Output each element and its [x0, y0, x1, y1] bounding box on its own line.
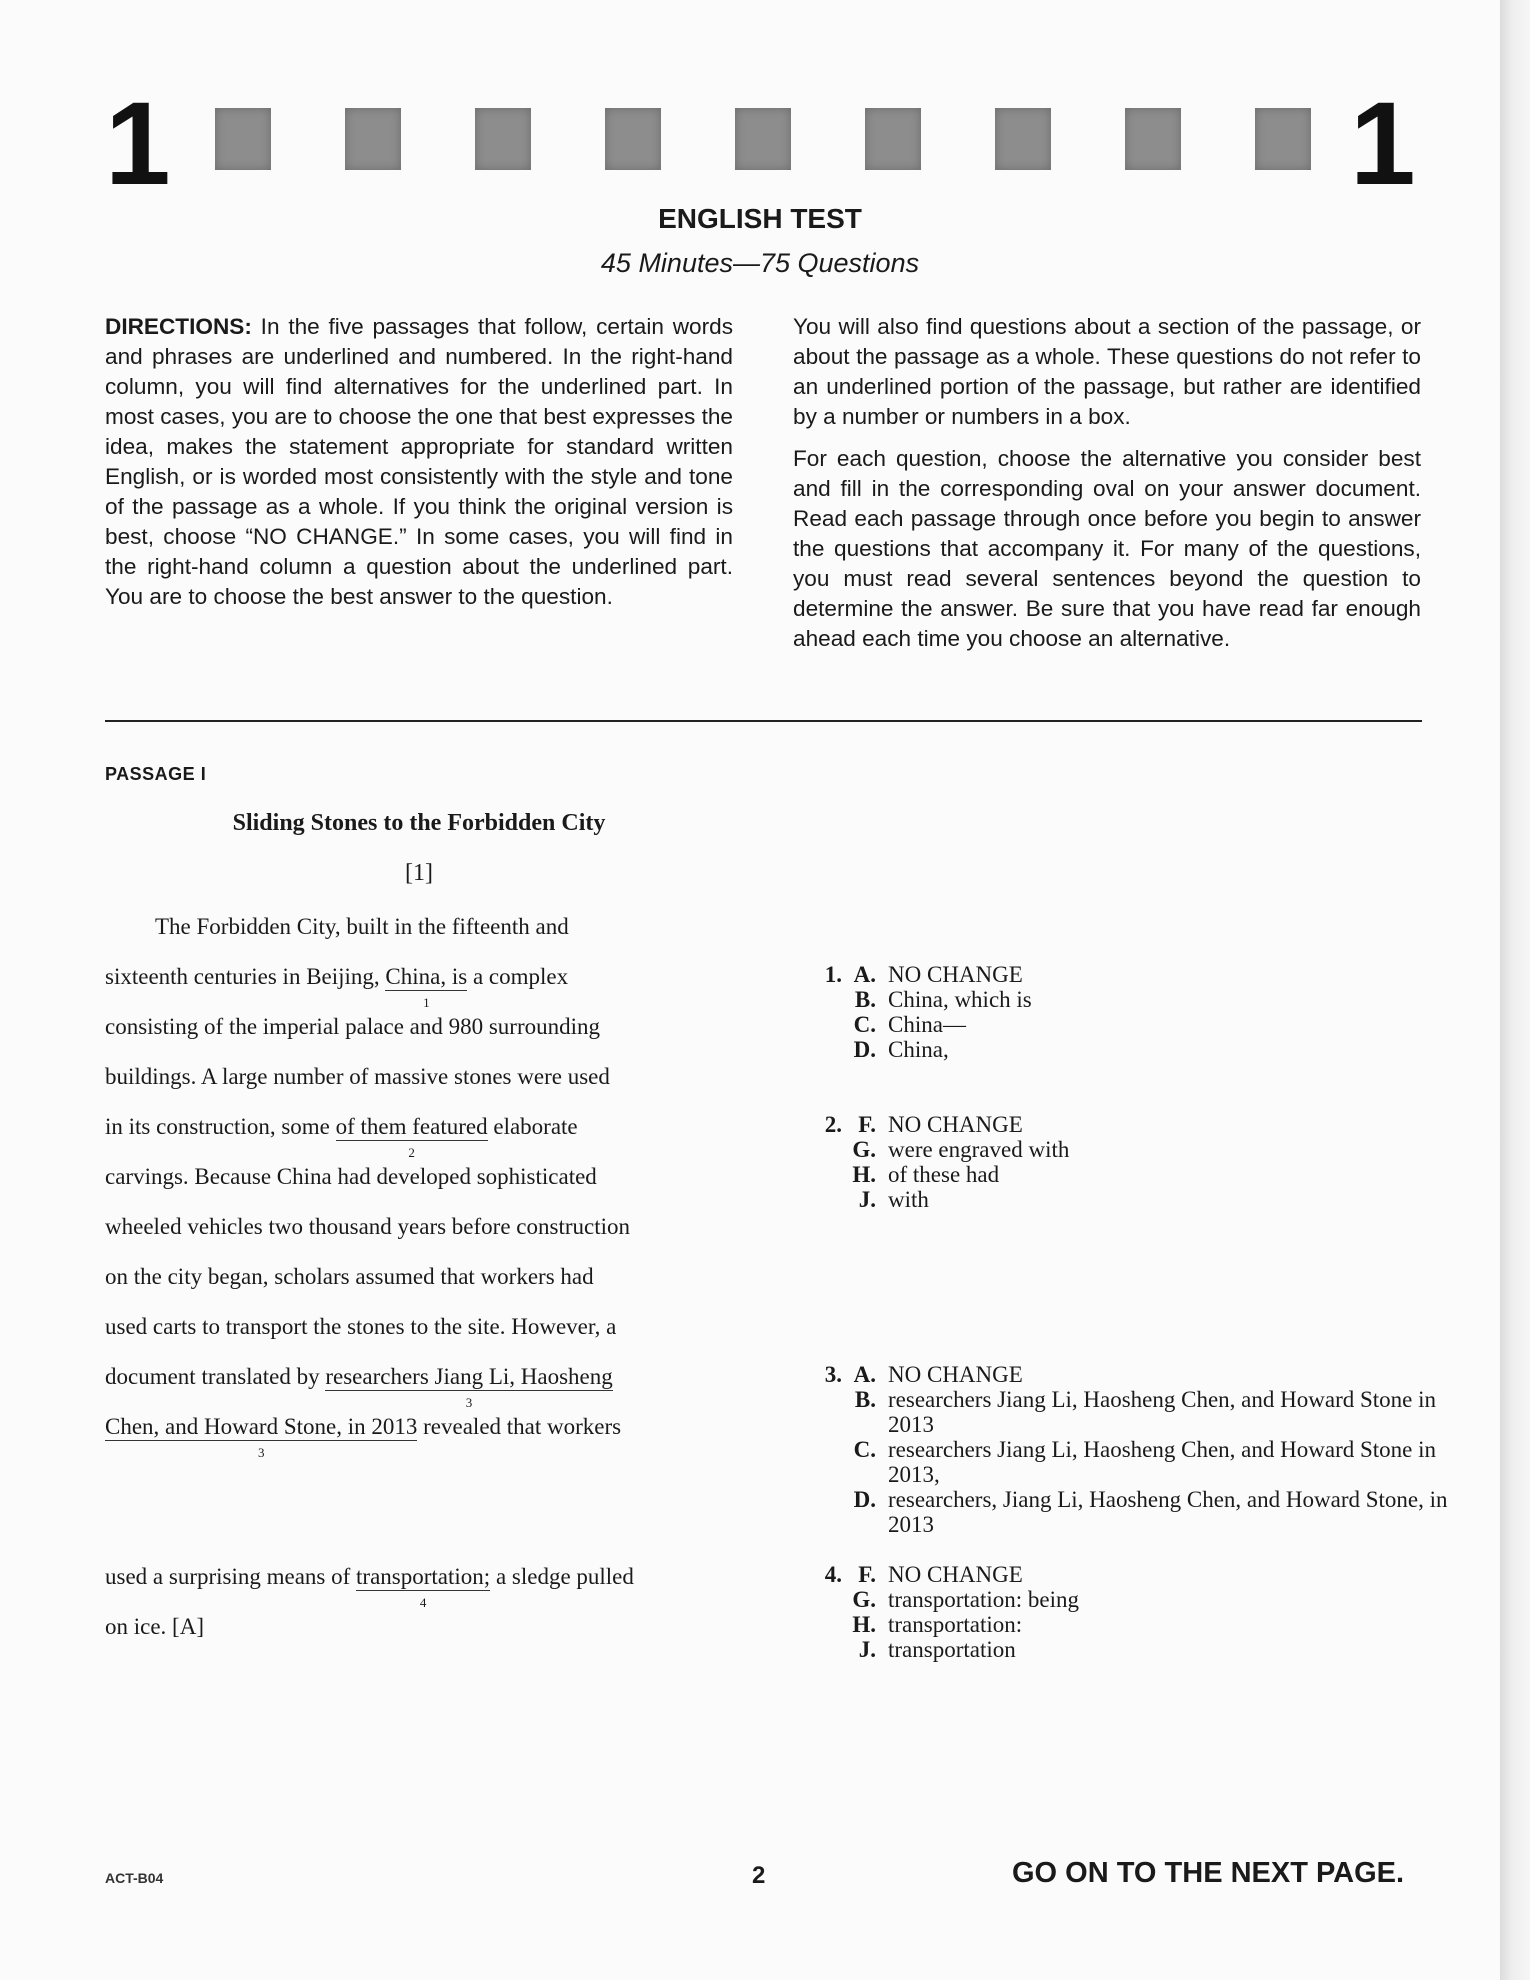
- header-box: [215, 108, 271, 170]
- option-letter[interactable]: H.: [852, 1612, 876, 1637]
- question-number: 4.: [824, 1562, 842, 1587]
- underlined-portion-3[interactable]: [105, 1414, 418, 1460]
- passage-line: consisting of the imperial palace and 980 surrounding: [105, 1014, 601, 1039]
- question-number: 3.: [824, 1362, 842, 1387]
- option-letter[interactable]: C.: [853, 1012, 876, 1037]
- underlined-portion-2[interactable]: [335, 1114, 488, 1160]
- underlined-text: Chen, and Howard Stone, in 2013: [105, 1414, 418, 1439]
- question-marker: 3: [257, 1445, 265, 1460]
- question-number: 2.: [824, 1112, 842, 1137]
- option-text[interactable]: transportation:: [888, 1612, 1023, 1637]
- option-text[interactable]: NO CHANGE: [888, 1112, 1023, 1137]
- passage-text: document translated by: [105, 1364, 320, 1389]
- option-letter[interactable]: A.: [853, 962, 876, 987]
- directions-paragraph: You will also find questions about a section of the passage, or about the passage as a whole. These questions do not refer to an underlined portion of the passage, but rather are identified by a number or numbers in a box.: [793, 314, 1421, 429]
- passage-line: on the city began, scholars assumed that workers had: [105, 1264, 594, 1289]
- question-marker: 3: [465, 1395, 473, 1410]
- option-letter[interactable]: D.: [853, 1037, 876, 1062]
- section-number-right: 1: [1350, 78, 1416, 210]
- passage-text: used a surprising means of: [105, 1564, 351, 1589]
- option-letter[interactable]: G.: [852, 1137, 876, 1162]
- header-box: [735, 108, 791, 170]
- page-number: 2: [752, 1862, 766, 1889]
- underlined-portion-4[interactable]: [356, 1564, 491, 1610]
- passage-line: [105, 964, 569, 1010]
- question-3: [800, 1362, 1448, 1537]
- question-marker: 4: [419, 1595, 427, 1610]
- option-letter[interactable]: J.: [858, 1187, 876, 1212]
- question-marker: 1: [423, 995, 430, 1010]
- passage-line: wheeled vehicles two thousand years before construction: [105, 1214, 630, 1239]
- passage-text: a complex: [472, 964, 569, 989]
- passage-text: revealed that workers: [423, 1414, 622, 1439]
- passage-text: in its construction, some: [105, 1114, 330, 1139]
- section-divider: [105, 720, 1422, 722]
- option-text[interactable]: researchers Jiang Li, Haosheng Chen, and Howard Stone in 2013: [888, 1387, 1437, 1437]
- question-2: [800, 1112, 1448, 1212]
- underlined-portion-1[interactable]: [385, 964, 468, 1010]
- question-4: [800, 1562, 1448, 1662]
- page-edge: [1500, 0, 1530, 1980]
- option-text[interactable]: NO CHANGE: [888, 1562, 1023, 1587]
- header-box: [605, 108, 661, 170]
- option-letter[interactable]: F.: [858, 1112, 876, 1137]
- option-text[interactable]: transportation: being: [888, 1587, 1079, 1612]
- header-box: [1125, 108, 1181, 170]
- directions-text: In the five passages that follow, certain words and phrases are underlined and numbered. In the right-hand column, you will find alternatives for the underlined part. In most cases, you are to choose the one that best expresses the idea, makes the statement appropriate for standard written English, or is worded most consistently with the style and tone of the passage as a whole. If you think the original version is best, choose “NO CHANGE.” In some cases, you will find in the right-hand column a question about the underlined part. You are to choose the best answer to the question.: [105, 314, 733, 609]
- next-page-notice: GO ON TO THE NEXT PAGE.: [1012, 1857, 1405, 1889]
- option-text[interactable]: of these had: [888, 1162, 1000, 1187]
- passage-line: [105, 1364, 613, 1410]
- header-box: [865, 108, 921, 170]
- option-text[interactable]: China,: [888, 1037, 949, 1062]
- option-text[interactable]: researchers, Jiang Li, Haosheng Chen, and Howard Stone, in 2013: [888, 1487, 1448, 1537]
- option-letter[interactable]: A.: [853, 1362, 876, 1387]
- option-text[interactable]: were engraved with: [888, 1137, 1070, 1162]
- option-letter[interactable]: H.: [852, 1162, 876, 1187]
- test-title: ENGLISH TEST: [658, 203, 862, 234]
- passage-line: used carts to transport the stones to the site. However, a: [105, 1314, 617, 1339]
- passage-text: a sledge pulled: [495, 1564, 634, 1589]
- passage-line: carvings. Because China had developed sophisticated: [105, 1164, 597, 1189]
- option-text[interactable]: NO CHANGE: [888, 962, 1023, 987]
- option-letter[interactable]: B.: [854, 1387, 876, 1412]
- option-text[interactable]: NO CHANGE: [888, 1362, 1023, 1387]
- option-letter[interactable]: D.: [853, 1487, 876, 1512]
- option-text[interactable]: researchers Jiang Li, Haosheng Chen, and Howard Stone in 2013,: [888, 1437, 1437, 1487]
- passage-text: sixteenth centuries in Beijing,: [105, 964, 380, 989]
- passage-label: PASSAGE I: [105, 764, 207, 784]
- option-letter[interactable]: B.: [854, 987, 876, 1012]
- passage-line: [105, 1114, 578, 1160]
- passage-title: Sliding Stones to the Forbidden City: [232, 810, 606, 836]
- underlined-portion-3[interactable]: [325, 1364, 613, 1410]
- directions-right: [793, 312, 1421, 666]
- passage-line: on ice. [A]: [105, 1614, 204, 1639]
- header-box: [475, 108, 531, 170]
- option-text[interactable]: China, which is: [888, 987, 1032, 1012]
- question-1: [800, 962, 1448, 1062]
- underlined-text: China, is: [385, 964, 468, 989]
- passage-line: [105, 1564, 634, 1610]
- directions-paragraph: For each question, choose the alternative you consider best and fill in the corresponding oval on your answer document. Read each passage through once before you begin to answer the questions that accompany it. For many of the questions, you must read several sentences beyond the question to determine the answer. Be sure that you have read far enough ahead each time you choose an alternative.: [793, 446, 1421, 651]
- test-subtitle: 45 Minutes—75 Questions: [600, 248, 920, 278]
- question-marker: 2: [408, 1145, 415, 1160]
- header-box: [345, 108, 401, 170]
- option-letter[interactable]: G.: [852, 1587, 876, 1612]
- section-number-left: 1: [105, 78, 171, 210]
- directions-label: DIRECTIONS:: [105, 314, 252, 339]
- directions-left: [105, 312, 733, 624]
- option-letter[interactable]: C.: [853, 1437, 876, 1462]
- paragraph-marker: [1]: [405, 860, 433, 886]
- option-letter[interactable]: J.: [858, 1637, 876, 1662]
- header-box: [995, 108, 1051, 170]
- option-text[interactable]: with: [888, 1187, 929, 1212]
- option-letter[interactable]: F.: [858, 1562, 876, 1587]
- underlined-text: transportation;: [356, 1564, 491, 1589]
- header-box: [1255, 108, 1311, 170]
- passage-line: [105, 1414, 622, 1460]
- passage-line: The Forbidden City, built in the fifteenth and: [155, 914, 569, 939]
- option-text[interactable]: transportation: [888, 1637, 1016, 1662]
- option-text[interactable]: China—: [888, 1012, 966, 1037]
- passage-line: buildings. A large number of massive stones were used: [105, 1064, 610, 1089]
- question-number: 1.: [824, 962, 842, 987]
- form-code: ACT-B04: [105, 1870, 164, 1886]
- passage-text: elaborate: [493, 1114, 578, 1139]
- underlined-text: of them featured: [335, 1114, 488, 1139]
- underlined-text: researchers Jiang Li, Haosheng: [325, 1364, 613, 1389]
